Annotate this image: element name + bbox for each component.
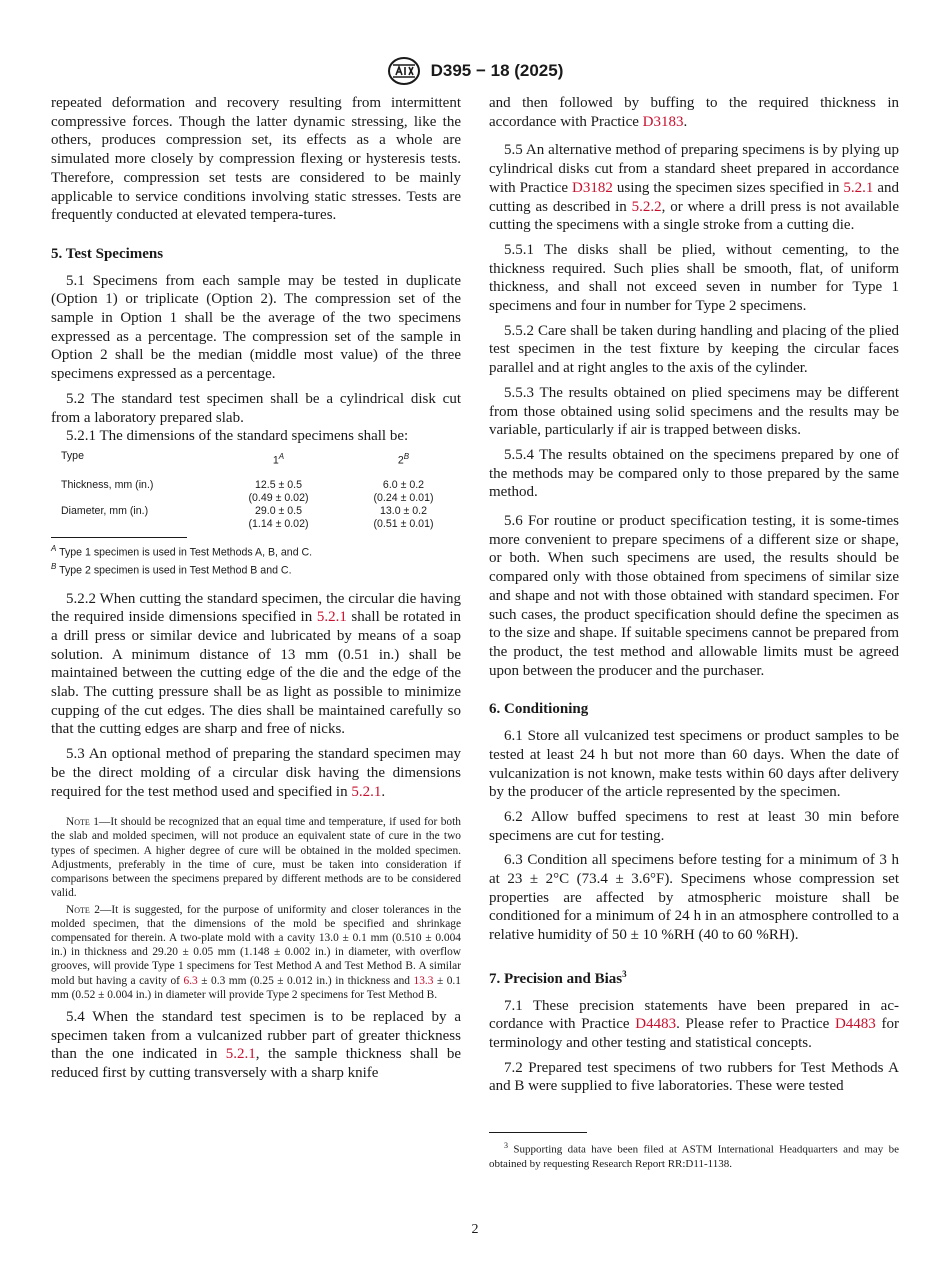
specimen-dimensions-table [51,450,461,532]
ref-link-5-2-1[interactable]: 5.2.1 [316,609,347,626]
section-heading-6: 6. Conditioning [489,701,589,718]
ref-link-d3183[interactable]: D3183 [642,113,684,130]
paragraph-5-5-2: 5.5.2 Care shall be taken during handling and placing of the plied test specimen in the test fixture by keeping the circular faces parallel and at right angles to the axis of the cylinder. [489,322,899,377]
ref-link-13-3[interactable]: 13.3 [413,974,434,987]
right-column [489,94,899,1171]
table-row: Diameter, mm (in.) 29.0 ± 0.5 (1.14 ± 0.02) 13.0 ± 0.2 (0.51 ± 0.01) [61,505,434,531]
table-header-type: Type [61,449,84,462]
table-header-type2: $2^B$ [397,451,410,467]
paragraph-6-3: 6.3 Condition all specimens before testing for a minimum of 3 h at 23 ± 2°C (73.4 ± 3.6°F). Specimens whose compression set properties are affected by atmospheric moisture shall be conditioned for a minimum of 24 h in an atmosphere controlled to a relative humidity of 50 ± 10 %RH (40 to 60 %RH). [489,852,899,944]
ref-link-6-3[interactable]: 6.3 [183,974,198,987]
paragraph-5-2: 5.2 The standard test specimen shall be a cylindrical disk cut from a laboratory prepared slab. [51,390,461,426]
paragraph-5-5: 5.5 An alternative method of preparing specimens is by plying up cylindrical disks cut from a standard sheet prepared in accordance with Practice D3182 using the specimen sizes specified in 5.2.1 and cutting as described in 5.2.2, or where a drill press is not available cutting the specimens with a single stroke from a cutting die. [489,142,900,234]
page-header [0,56,950,86]
note-1: Note 1—It should be recognized that an equal time and temperature, if used for both the slab and molded specimen, will not produce an equivalent state of cure in the two types of specimen. A higher degree of cure will be obtained in the molded specimen. Adjustments, preferably in the time of cure, must be taken into consideration if comparisons between the specimens prepared by different methods are to be considered valid. [51,816,461,900]
paragraph-5-5-3: 5.5.3 The results obtained on plied specimens may be different from those obtained using solid specimens and the results may be variable, particularly if air is trapped between disks. [489,384,899,439]
table-footnote-a: $^A$ Type 1 specimen is used in Test Methods A, B, and C. [51,544,313,560]
paragraph-continuation: and then followed by buffing to the required thickness in accordance with Practice D3183. [489,95,899,130]
table-header-type1: $1^A$ [272,451,285,467]
ref-link-d4483[interactable]: D4483 [834,1016,876,1033]
document-id: D395 − 18 (2025) [430,61,564,80]
left-column [51,94,461,1089]
paragraph-5-5-1: 5.5.1 The disks shall be plied, without cementing, to the thickness required. Such plies shall be smooth, flat, of uniform thickness, and shall not exceed seven in number for Type 1 specimens and four in number for Type 2 specimens. [489,241,899,315]
section-heading-5: 5. Test Specimens [51,245,164,262]
ref-link-5-2-1[interactable]: 5.2.1 [843,179,874,196]
paragraph-5-1: 5.1 Specimens from each sample may be tested in duplicate (Option 1) or triplicate (Option 2). The compression set of the sample in Option 1 shall be the average of the two specimens expressed as a percentage. The compression set of the sample in Option 2 shall be the median (middle most value) of the three specimens expressed as a percentage. [51,272,461,383]
table-footnote-rule [51,537,187,538]
paragraph-6-1: 6.1 Store all vulcanized test specimens or product samples to be tested at least 24 h but not more than 60 days. When the date of vulcanization is not known, make tests within 60 days after delivery by the producer of the article represented by the specimen. [489,728,899,801]
table-footnote-b: $^B$ Type 2 specimen is used in Test Method B and C. [51,562,292,577]
paragraph-5-5-4: 5.5.4 The results obtained on the specimens prepared by one of the methods may be compared only to those prepared by the same method. [489,446,899,501]
paragraph-continuation: repeated deformation and recovery resulting from intermittent compressive forces. Though the latter dynamic stressing, like the others, produces compression set, its effects as a whole are simulated more closely by compression flexing or hysteresis tests. Therefore, compression set tests are considered to be mainly applicable to service conditions involving static stresses. Tests are frequently conducted at elevated tempera-tures. [51,95,461,224]
paragraph-6-2: 6.2 Allow buffed specimens to rest at least 30 min before specimens are cut for testing. [489,808,899,844]
paragraph-5-2-1: 5.2.1 The dimensions of the standard specimens shall be: [66,428,409,445]
ref-link-d3182[interactable]: D3182 [572,179,613,196]
note-2: Note 2—It is suggested, for the purpose of uniformity and closer tolerances in the molded specimen, that the dimensions of the mold be specified and shrinkage compensated for therein. A two-plate mold with a cavity 13.0 ± 0.1 mm (0.510 ± 0.004 in.) in thickness and 29.20 ± 0.05 mm (1.148 ± 0.002 in.) in diameter, with overflow grooves, will provide Type 1 specimens for Test Method A and Test Method B. A similar mold but having a cavity of 6.3 ± 0.3 mm (0.25 ± 0.012 in.) in thickness and 13.3 ± 0.1 mm (0.52 ± 0.004 in.) in diameter will provide Type 2 specimens for Test Method B. [51,903,461,1001]
footnote-3: $^3$ Supporting data have been filed at ASTM International Headquarters and may be obtained by requesting Research Report RR:D11-1138. [489,1141,900,1170]
table-header-row [51,450,461,468]
ref-link-d4483[interactable]: D4483 [635,1016,677,1033]
paragraph-5-4: 5.4 When the standard test specimen is to be replaced by a specimen taken from a vulcanized rubber part of greater thickness than the one indicated in 5.2.1, the sample thickness shall be reduced first by cutting transversely with a sharp knife [51,1008,462,1082]
page-number: 2 [471,1222,479,1237]
astm-logo-icon [387,56,421,86]
ref-link-5-2-2[interactable]: 5.2.2 [631,198,662,215]
paragraph-7-2: 7.2 Prepared test specimens of two rubbers for Test Methods A and B were supplied to five laboratories. These were tested [489,1059,899,1095]
paragraph-5-6: 5.6 For routine or product specification testing, it is some-times more convenient to prepare specimens of a different size or shape, or both. When such specimens are used, the results should be compared only with those obtained from specimens of similar size and shape and not with those obtained with standard specimen. For such cases, the product specification should define the specimen as to the size and shape. If suitable specimens cannot be prepared from the product, the test method and allowable limits must be agreed upon between the producer and the purchaser. [489,513,899,679]
ref-link-5-2-1[interactable]: 5.2.1 [351,783,382,800]
ref-link-5-2-1[interactable]: 5.2.1 [225,1046,256,1063]
paragraph-7-1: 7.1 These precision statements have been prepared in ac-cordance with Practice D4483. Please refer to Practice D4483 for terminology and other testing and statistical concepts. [489,997,900,1051]
section-heading-7: 7. Precision and Bias$^3$ [489,968,627,987]
paragraph-5-3: 5.3 An optional method of preparing the standard specimen may be the direct molding of a circular disk having the dimensions required for the test method used and specified in 5.2.1. [51,746,461,800]
footnote-rule [489,1132,587,1133]
paragraph-5-2-2: 5.2.2 When cutting the standard specimen, the circular die having the required inside dimensions specified in 5.2.1 shall be rotated in a drill press or similar device and lubricated by means of a soap solution. A minimum distance of 13 mm (0.51 in.) shall be maintained between the cutting edge of the die and the edge of the slab. The cutting pressure shall be as light as possible to minimize cupping of the cut edges. The dies shall be maintained carefully so that the cutting edges are sharp and free of nicks. [51,590,461,738]
table-row: Thickness, mm (in.) 12.5 ± 0.5 (0.49 ± 0.02) 6.0 ± 0.2 (0.24 ± 0.01) [61,479,434,505]
